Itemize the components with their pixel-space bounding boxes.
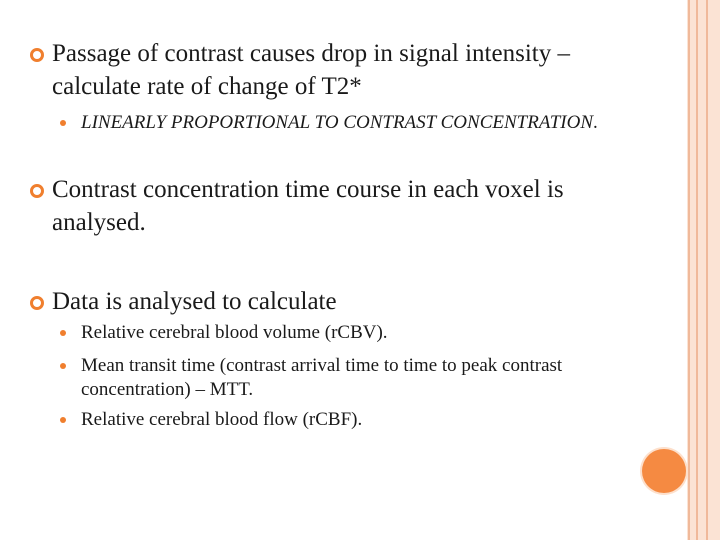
bullet-text: Data is analysed to calculate (52, 288, 337, 315)
bullet-text: Contrast concentration time course in each voxel is analysed. (52, 176, 564, 236)
dot-bullet-icon (60, 417, 66, 423)
right-decorative-line (688, 0, 690, 540)
dot-bullet-icon (60, 363, 66, 369)
sub-bullet-text: Relative cerebral blood flow (rCBF). (81, 409, 363, 430)
dot-bullet-icon (60, 330, 66, 336)
sub-bullet-text (81, 111, 641, 135)
right-decorative-line (696, 0, 698, 540)
sub-bullet-suffix: . (593, 112, 598, 133)
dot-bullet-icon (60, 120, 66, 126)
circle-bullet-icon (30, 184, 44, 198)
right-decorative-band (687, 0, 720, 540)
sub-bullet-italic-text: LINEARLY PROPORTIONAL TO CONTRAST CONCENTRATION (81, 112, 594, 133)
bullet-text: Passage of contrast causes drop in signal intensity –calculate rate of change of T2* (52, 40, 570, 100)
circle-bullet-icon (30, 48, 44, 62)
decorative-orange-circle (642, 449, 686, 493)
right-decorative-line (706, 0, 708, 540)
circle-bullet-icon (30, 296, 44, 310)
sub-bullet-text: Relative cerebral blood volume (rCBV). (81, 322, 388, 343)
sub-bullet-text: Mean transit time (contrast arrival time to time to peak contrast concentration) – MTT. (81, 355, 563, 400)
